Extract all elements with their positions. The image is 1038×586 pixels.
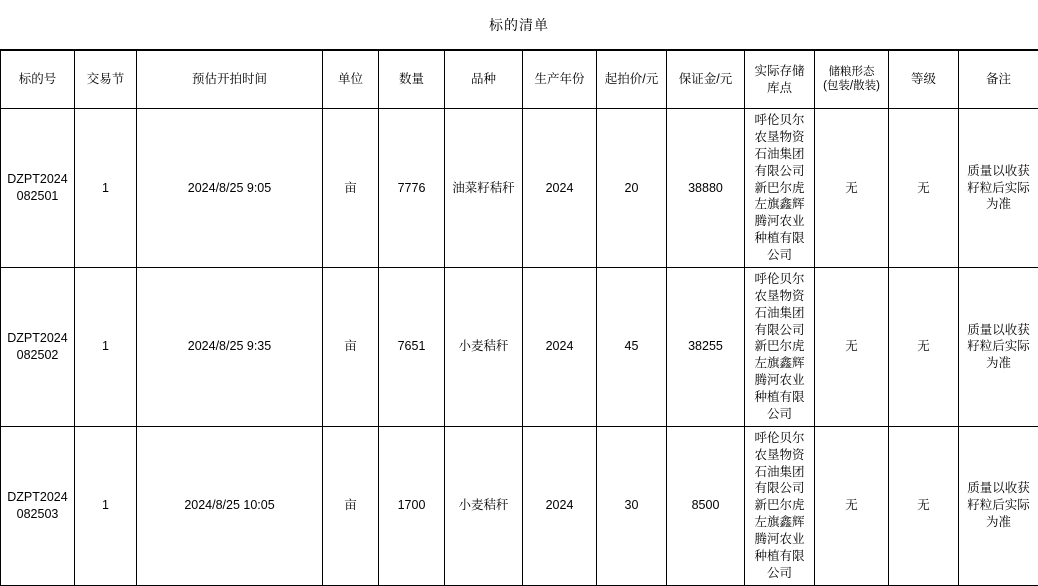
table-row: [1, 109, 1038, 268]
cell-quantity: 1700: [379, 426, 445, 585]
cell-session: 1: [75, 109, 137, 268]
page-title: 标的清单: [489, 15, 549, 35]
listing-table: [0, 50, 1038, 586]
cell-estimated-time: 2024/8/25 10:05: [137, 426, 323, 585]
column-header-estimated-time: 预估开拍时间: [137, 51, 323, 109]
cell-quantity: 7651: [379, 267, 445, 426]
table-header: [1, 51, 1038, 109]
column-header-grade: 等级: [889, 51, 959, 109]
cell-storage-point: 呼伦贝尔农垦物资石油集团有限公司新巴尔虎左旗鑫辉腾河农业种植有限公司: [745, 426, 815, 585]
cell-variety: 油菜籽秸秆: [445, 109, 523, 268]
cell-grade: 无: [889, 109, 959, 268]
cell-grade: 无: [889, 267, 959, 426]
cell-storage-form: 无: [815, 109, 889, 268]
column-header-storage-form-line2: (包装/散装): [819, 80, 884, 94]
table-body: [1, 109, 1038, 586]
table-row: [1, 267, 1038, 426]
cell-remark: 质量以收获籽粒后实际为准: [959, 267, 1038, 426]
cell-remark: 质量以收获籽粒后实际为准: [959, 426, 1038, 585]
cell-variety: 小麦秸秆: [445, 267, 523, 426]
cell-production-year: 2024: [523, 426, 597, 585]
cell-unit: 亩: [323, 109, 379, 268]
column-header-code: 标的号: [1, 51, 75, 109]
cell-production-year: 2024: [523, 267, 597, 426]
cell-deposit: 38255: [667, 267, 745, 426]
cell-storage-point: 呼伦贝尔农垦物资石油集团有限公司新巴尔虎左旗鑫辉腾河农业种植有限公司: [745, 267, 815, 426]
cell-session: 1: [75, 426, 137, 585]
cell-code: DZPT2024082503: [1, 426, 75, 585]
cell-unit: 亩: [323, 426, 379, 585]
cell-start-price: 20: [597, 109, 667, 268]
column-header-quantity: 数量: [379, 51, 445, 109]
cell-code: DZPT2024082502: [1, 267, 75, 426]
column-header-remark: 备注: [959, 51, 1038, 109]
cell-remark: 质量以收获籽粒后实际为准: [959, 109, 1038, 268]
column-header-storage-point: 实际存储库点: [745, 51, 815, 109]
column-header-storage-form-line1: 储粮形态: [819, 66, 884, 80]
cell-production-year: 2024: [523, 109, 597, 268]
table-row: [1, 426, 1038, 585]
column-header-session: 交易节: [75, 51, 137, 109]
document-title-bar: [0, 0, 1038, 50]
cell-storage-form: 无: [815, 426, 889, 585]
cell-storage-form: 无: [815, 267, 889, 426]
cell-variety: 小麦秸秆: [445, 426, 523, 585]
cell-deposit: 38880: [667, 109, 745, 268]
cell-start-price: 30: [597, 426, 667, 585]
cell-grade: 无: [889, 426, 959, 585]
table-header-row: [1, 51, 1038, 109]
column-header-production-year: 生产年份: [523, 51, 597, 109]
cell-unit: 亩: [323, 267, 379, 426]
cell-deposit: 8500: [667, 426, 745, 585]
cell-estimated-time: 2024/8/25 9:05: [137, 109, 323, 268]
cell-session: 1: [75, 267, 137, 426]
column-header-deposit: 保证金/元: [667, 51, 745, 109]
cell-quantity: 7776: [379, 109, 445, 268]
column-header-storage-form: [815, 51, 889, 109]
cell-estimated-time: 2024/8/25 9:35: [137, 267, 323, 426]
cell-start-price: 45: [597, 267, 667, 426]
column-header-unit: 单位: [323, 51, 379, 109]
cell-code: DZPT2024082501: [1, 109, 75, 268]
column-header-variety: 品种: [445, 51, 523, 109]
cell-storage-point: 呼伦贝尔农垦物资石油集团有限公司新巴尔虎左旗鑫辉腾河农业种植有限公司: [745, 109, 815, 268]
column-header-start-price: 起拍价/元: [597, 51, 667, 109]
